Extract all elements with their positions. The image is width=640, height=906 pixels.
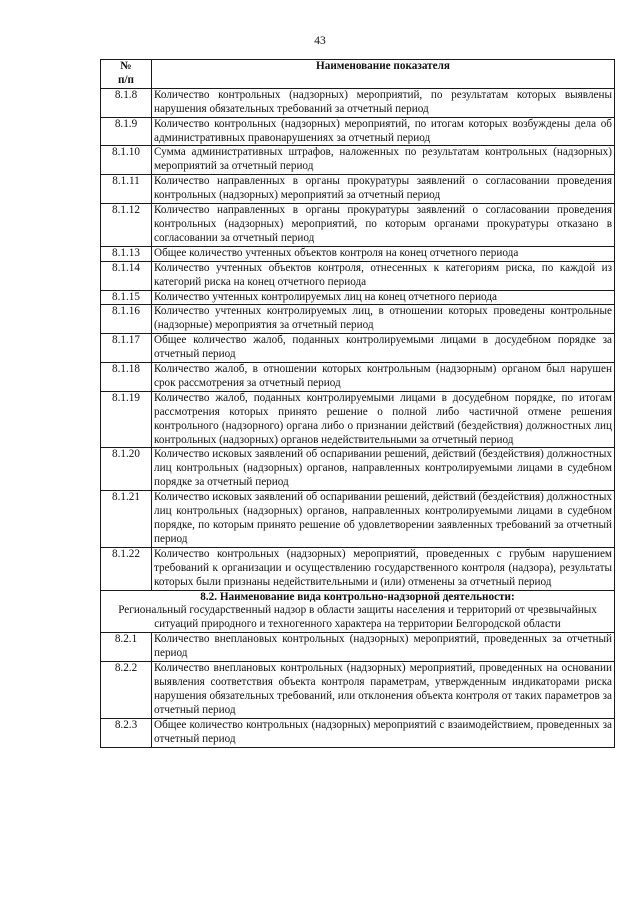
row-number: 8.1.19 [101,391,152,448]
table-row [101,146,615,175]
row-number: 8.2.1 [101,633,152,662]
row-indicator-name: Общее количество жалоб, поданных контролируемыми лицами в досудебном порядке за отчетный период [152,334,615,363]
table-row [101,261,615,290]
section-heading-cell [101,590,615,633]
table-row [101,491,615,548]
row-indicator-name: Сумма административных штрафов, наложенных по результатам контрольных (надзорных) мероприятий за отчетный период [152,146,615,175]
row-number: 8.1.8 [101,88,152,117]
row-indicator-name: Количество контрольных (надзорных) мероприятий, по итогам которых возбуждены дела об административных правонарушениях за отчетный период [152,117,615,146]
row-indicator-name: Количество учтенных контролируемых лиц на конец отчетного периода [152,290,615,305]
table-row [101,448,615,491]
column-header-name: Наименование показателя [152,60,615,89]
column-header-number [101,60,152,89]
section-title: 8.2. Наименование вида контрольно-надзорной деятельности: [200,590,515,603]
table-row [101,633,615,662]
row-number: 8.1.17 [101,334,152,363]
row-number: 8.2.3 [101,718,152,747]
row-indicator-name: Количество направленных в органы прокуратуры заявлений о согласовании проведения контрольных (надзорных) мероприятий, по которым органами прокуратуры отказано в согласовании за отчетный период [152,204,615,247]
row-number: 8.1.10 [101,146,152,175]
column-header-number-line1: № [120,60,132,72]
row-number: 8.1.20 [101,448,152,491]
row-indicator-name: Количество учтенных контролируемых лиц, в отношении которых проведены контрольные (надзорные) мероприятия за отчетный период [152,305,615,334]
row-indicator-name: Количество исковых заявлений об оспаривании решений, действий (бездействия) должностных лиц контрольных (надзорных) органов, направленных контролируемыми лицами в судебном порядке за отчетный период [152,448,615,491]
row-indicator-name: Количество внеплановых контрольных (надзорных) мероприятий, проведенных на основании выявления соответствия объекта контроля параметрам, утвержденным индикаторами риска нарушения обязательных требований, или отклонения объекта контроля от таких параметров за отчетный период [152,662,615,719]
table-row [101,117,615,146]
row-number: 8.1.12 [101,204,152,247]
table-row [101,363,615,392]
table-row [101,334,615,363]
table-row [101,718,615,747]
table-body-section-8-2 [101,633,615,747]
row-indicator-name: Количество внеплановых контрольных (надзорных) мероприятий, проведенных за отчетный период [152,633,615,662]
row-number: 8.1.11 [101,175,152,204]
row-number: 8.1.22 [101,547,152,590]
table-row [101,175,615,204]
table-row [101,88,615,117]
row-number: 8.1.13 [101,246,152,261]
table-row [101,204,615,247]
row-indicator-name: Общее количество контрольных (надзорных) мероприятий с взаимодействием, проведенных за отчетный период [152,718,615,747]
table-row [101,305,615,334]
row-indicator-name: Количество направленных в органы прокуратуры заявлений о согласовании проведения контрольных (надзорных) мероприятий за отчетный период [152,175,615,204]
row-indicator-name: Количество исковых заявлений об оспаривании решений, действий (бездействия) должностных лиц контрольных (надзорных) органов, направленных контролируемыми лицами в судебном порядке, по которым принято решение об удовлетворении заявленных требований за отчетный период [152,491,615,548]
table-body-section-8-2-heading [101,590,615,633]
table-row [101,391,615,448]
row-indicator-name: Количество жалоб, поданных контролируемыми лицами в досудебном порядке, по итогам рассмотрения которых принято решение о полной либо частичной отмене решения контрольного (надзорного) органа либо о признании действий (бездействия) должностных лиц контрольных (надзорных) органов недействительными за отчетный период [152,391,615,448]
row-indicator-name: Количество жалоб, в отношении которых контрольным (надзорным) органом был нарушен срок рассмотрения за отчетный период [152,363,615,392]
table-row [101,662,615,719]
row-number: 8.1.14 [101,261,152,290]
row-number: 8.2.2 [101,662,152,719]
row-number: 8.1.21 [101,491,152,548]
row-number: 8.1.18 [101,363,152,392]
row-number: 8.1.15 [101,290,152,305]
column-header-number-line2: п/п [117,73,134,86]
section-heading-row [101,590,615,633]
table-body-section-8-1 [101,88,615,590]
row-indicator-name: Количество контрольных (надзорных) мероприятий, проведенных с грубым нарушением требований к организации и осуществлению государственного контроля (надзора), результаты которых были признаны недействительными и (или) отменены за отчетный период [152,547,615,590]
table-row [101,246,615,261]
section-subtitle: Региональный государственный надзор в области защиты населения и территорий от чрезвычайных ситуаций природного и техногенного характера на территории Белгородской области [118,604,597,631]
row-indicator-name: Количество контрольных (надзорных) мероприятий, по результатам которых выявлены нарушения обязательных требований за отчетный период [152,88,615,117]
indicators-table [100,59,615,748]
page-number: 43 [314,35,326,47]
row-number: 8.1.9 [101,117,152,146]
row-indicator-name: Общее количество учтенных объектов контроля на конец отчетного периода [152,246,615,261]
table-row [101,547,615,590]
table-row [101,290,615,305]
row-indicator-name: Количество учтенных объектов контроля, отнесенных к категориям риска, по каждой из категорий риска на конец отчетного периода [152,261,615,290]
row-number: 8.1.16 [101,305,152,334]
table-header-row [101,60,615,89]
